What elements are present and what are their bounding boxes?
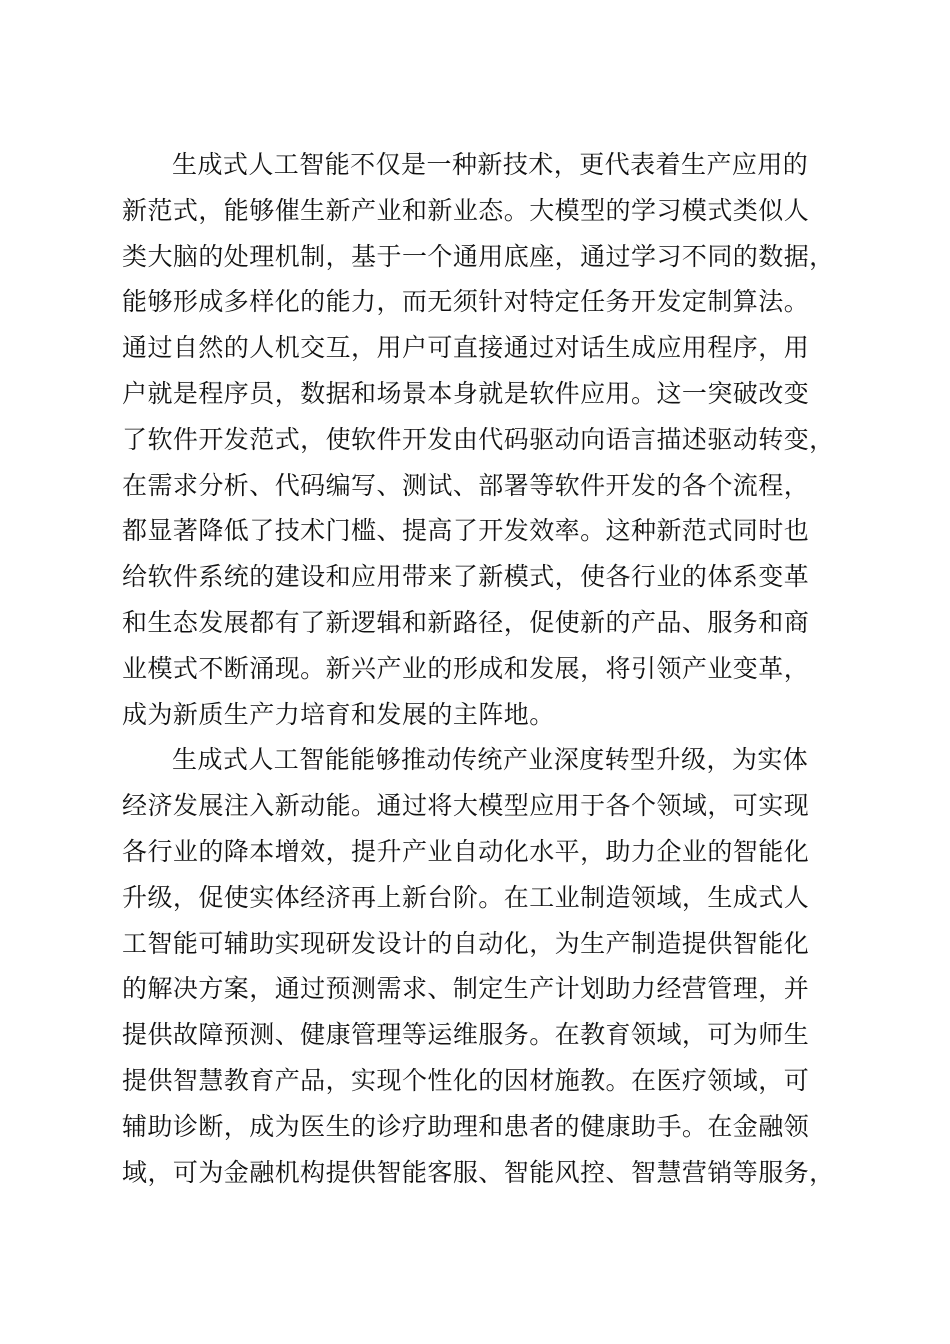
paragraph-2-line-5: 工智能可辅助实现研发设计的自动化，为生产制造提供智能化 [122, 928, 810, 958]
paragraph-1-line-3: 类大脑的处理机制，基于一个通用底座，通过学习不同的数据， [122, 241, 835, 271]
paragraph-1-line-12: 业模式不断涌现。新兴产业的形成和发展，将引领产业变革， [122, 653, 810, 683]
document-body [122, 142, 842, 1195]
paragraph-1-line-1: 生成式人工智能不仅是一种新技术，更代表着生产应用的 [172, 150, 809, 179]
paragraph-1-line-11: 和生态发展都有了新逻辑和新路径，促使新的产品、服务和商 [122, 607, 810, 637]
paragraph-2-line-3: 各行业的降本增效，提升产业自动化水平，助力企业的智能化 [122, 836, 810, 866]
paragraph-2-line-10: 域，可为金融机构提供智能客服、智能风控、智慧营销等服务， [122, 1157, 835, 1187]
paragraph-1-line-8: 在需求分析、代码编写、测试、部署等软件开发的各个流程， [122, 470, 810, 500]
paragraph-2-line-4: 升级，促使实体经济再上新台阶。在工业制造领域，生成式人 [122, 882, 810, 912]
paragraph-1-line-13: 成为新质生产力培育和发展的主阵地。 [122, 699, 555, 729]
paragraph-2-line-8: 提供智慧教育产品，实现个性化的因材施教。在医疗领域，可 [122, 1065, 810, 1095]
paragraph-1-line-9: 都显著降低了技术门槛、提高了开发效率。这种新范式同时也 [122, 516, 810, 546]
paragraph-1-line-2: 新范式，能够催生新产业和新业态。大模型的学习模式类似人 [122, 195, 810, 225]
paragraph-2-line-2: 经济发展注入新动能。通过将大模型应用于各个领域，可实现 [122, 791, 810, 821]
paragraph-2-line-1: 生成式人工智能能够推动传统产业深度转型升级，为实体 [172, 745, 809, 775]
paragraph-1-line-10: 给软件系统的建设和应用带来了新模式，使各行业的体系变革 [122, 562, 810, 592]
paragraph-1-line-5: 通过自然的人机交互，用户可直接通过对话生成应用程序，用 [122, 333, 810, 363]
paragraph-1-line-4: 能够形成多样化的能力，而无须针对特定任务开发定制算法。 [122, 287, 810, 317]
paragraph-2-line-6: 的解决方案，通过预测需求、制定生产计划助力经营管理，并 [122, 974, 810, 1004]
paragraph-1-line-6: 户就是程序员，数据和场景本身就是软件应用。这一突破改变 [122, 378, 810, 408]
paragraph-1-line-7: 了软件开发范式，使软件开发由代码驱动向语言描述驱动转变， [122, 424, 835, 454]
paragraph-2-line-7: 提供故障预测、健康管理等运维服务。在教育领域，可为师生 [122, 1020, 810, 1050]
paragraph-2-line-9: 辅助诊断，成为医生的诊疗助理和患者的健康助手。在金融领 [122, 1111, 810, 1141]
